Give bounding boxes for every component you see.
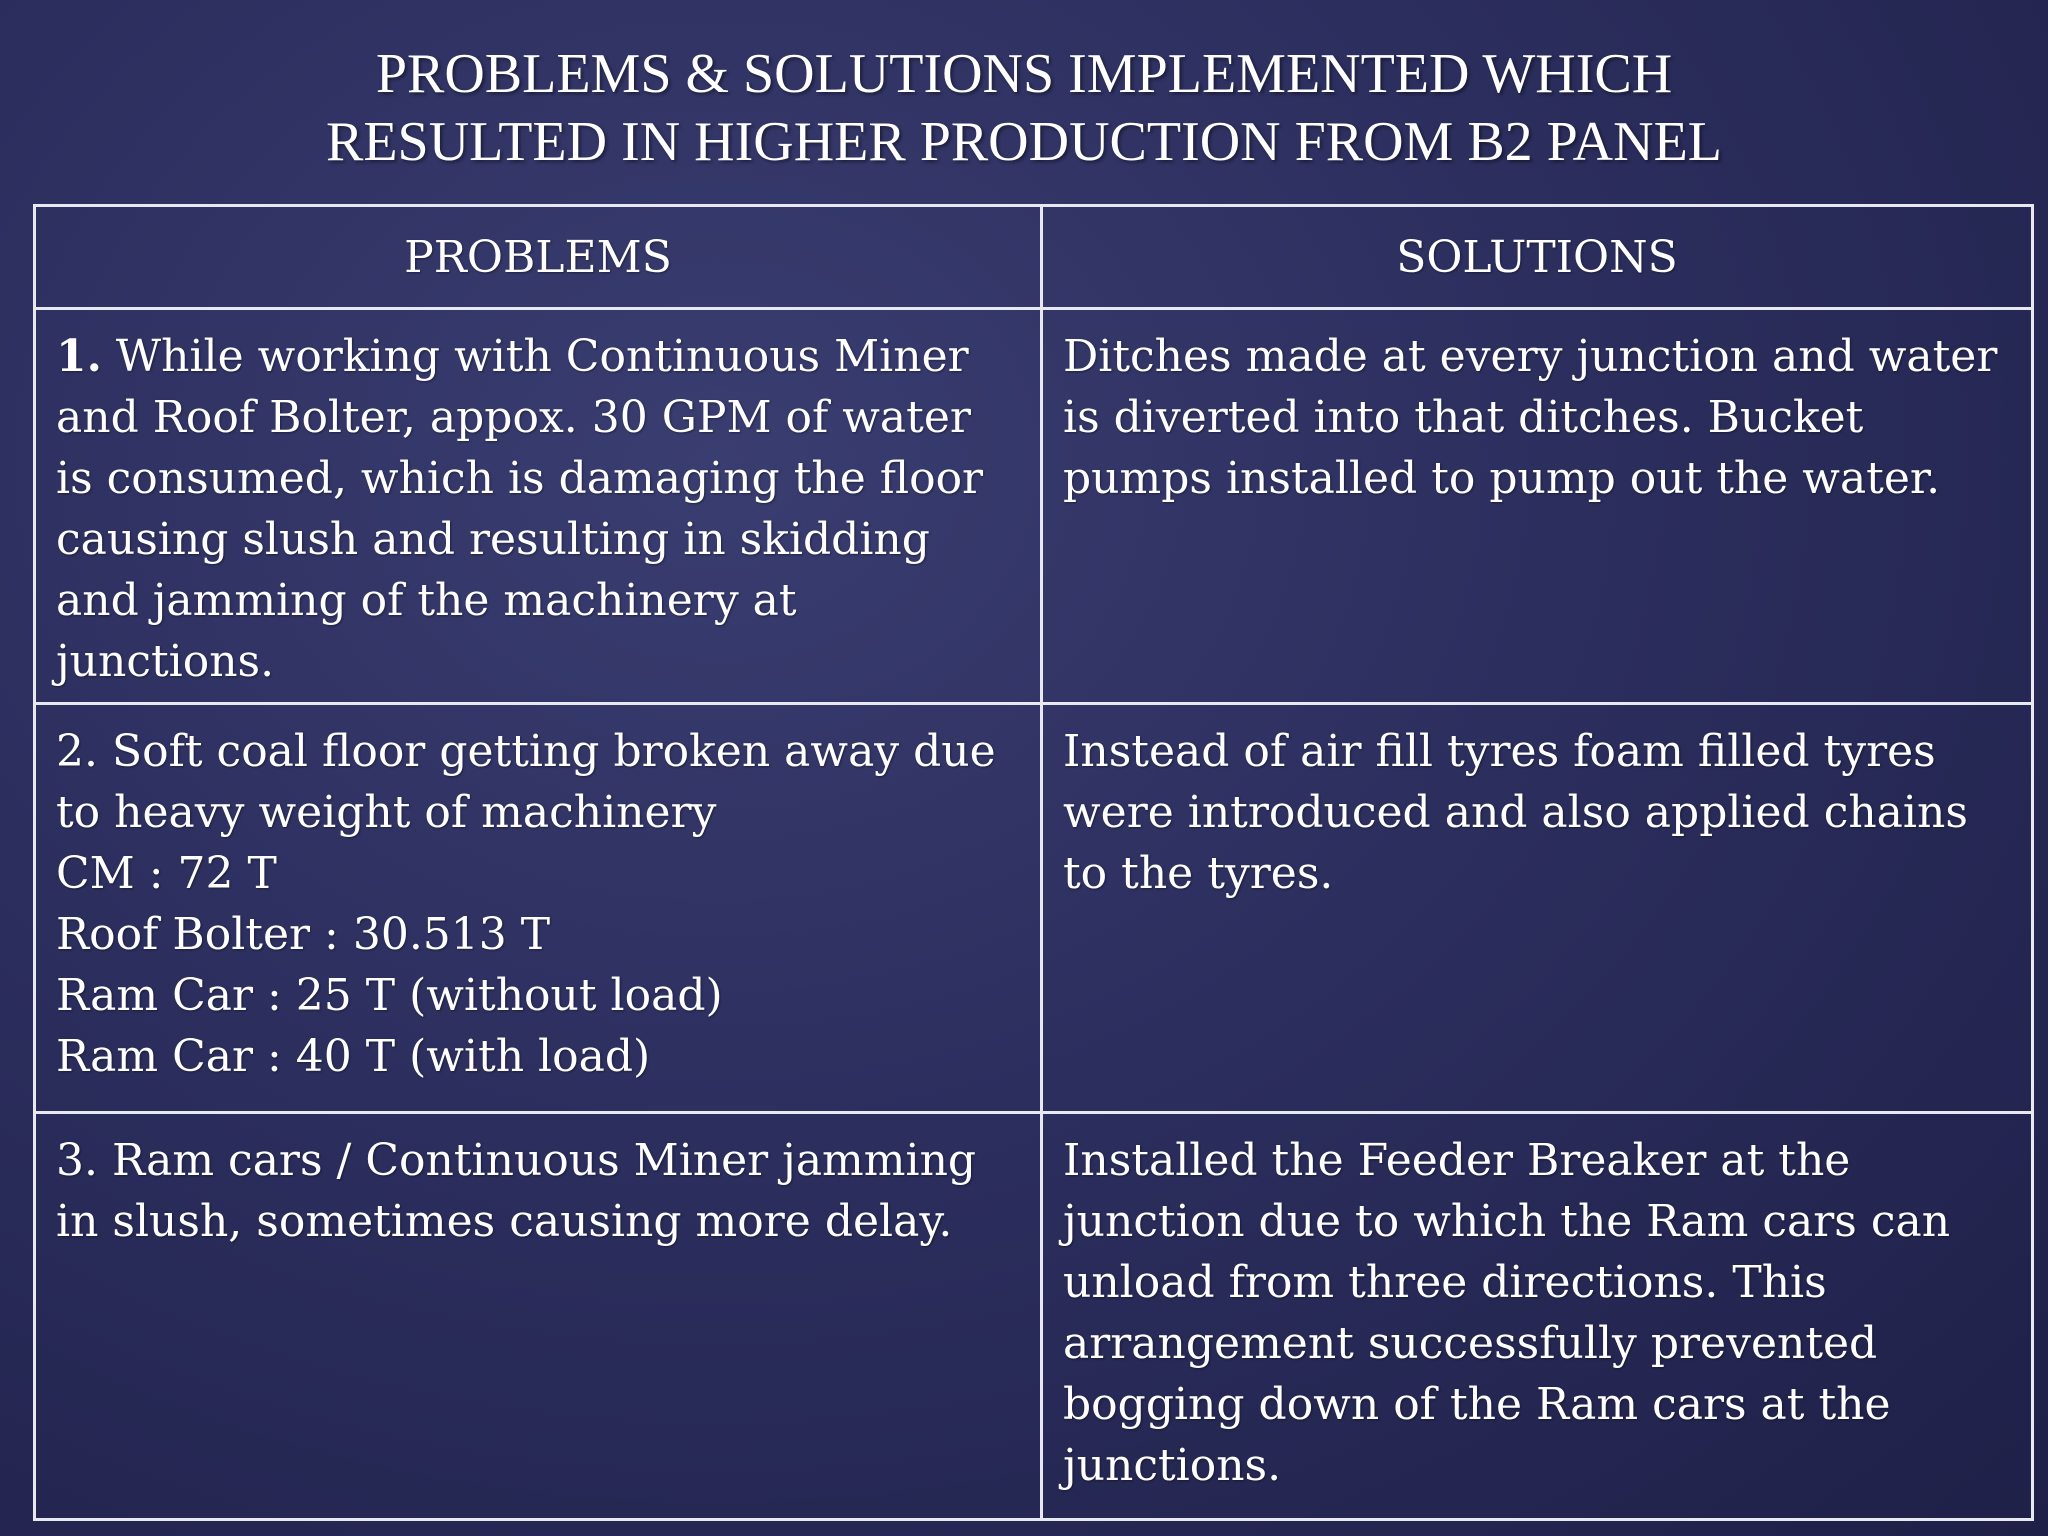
- header-problems: PROBLEMS: [35, 206, 1042, 309]
- slide-title-line-1: PROBLEMS & SOLUTIONS IMPLEMENTED WHICH: [375, 43, 1673, 105]
- solution-3-line: junctions.: [1063, 1440, 1282, 1491]
- table-row: [35, 309, 2033, 704]
- problem-1-number: 1.: [56, 331, 102, 382]
- problem-1-line: junctions.: [56, 636, 275, 687]
- slide-title: [0, 40, 2048, 176]
- solution-3-line: Installed the Feeder Breaker at the: [1063, 1135, 1851, 1186]
- problem-2-line: CM : 72 T: [56, 848, 277, 899]
- slide-title-line-2: RESULTED IN HIGHER PRODUCTION FROM B2 PANEL: [326, 111, 1722, 173]
- solution-2-line: Instead of air fill tyres foam filled tyres: [1063, 726, 1936, 777]
- problem-1-line: causing slush and resulting in skidding: [56, 514, 930, 565]
- solution-cell-3: [1042, 1113, 2033, 1520]
- problem-1-line: and jamming of the machinery at: [56, 575, 797, 626]
- solution-2-line: to the tyres.: [1063, 848, 1334, 899]
- problem-2-line: 2. Soft coal floor getting broken away due: [56, 726, 996, 777]
- solution-3-line: arrangement successfully prevented: [1063, 1318, 1878, 1369]
- solution-2-line: were introduced and also applied chains: [1063, 787, 1968, 838]
- problem-3-line: 3. Ram cars / Continuous Miner jamming: [56, 1135, 977, 1186]
- problem-1-line: is consumed, which is damaging the floor: [56, 453, 984, 504]
- solution-1-line: Ditches made at every junction and water: [1063, 331, 1998, 382]
- problem-1-line: [56, 326, 1020, 387]
- problem-2-line: Ram Car : 40 T (with load): [56, 1031, 651, 1082]
- solution-cell-2: [1042, 704, 2033, 1113]
- problems-solutions-table: [33, 204, 2034, 1521]
- table-row: [35, 704, 2033, 1113]
- solution-3-line: bogging down of the Ram cars at the: [1063, 1379, 1891, 1430]
- solution-3-line: unload from three directions. This: [1063, 1257, 1827, 1308]
- problem-cell-2: [35, 704, 1042, 1113]
- solution-1-line: is diverted into that ditches. Bucket: [1063, 392, 1864, 443]
- solution-3-line: junction due to which the Ram cars can: [1063, 1196, 1951, 1247]
- problem-2-line: Ram Car : 25 T (without load): [56, 970, 723, 1021]
- header-solutions: SOLUTIONS: [1042, 206, 2033, 309]
- problem-3-line: in slush, sometimes causing more delay.: [56, 1196, 953, 1247]
- solution-1-line: pumps installed to pump out the water.: [1063, 453, 1941, 504]
- problem-cell-1: [35, 309, 1042, 704]
- problem-2-line: to heavy weight of machinery: [56, 787, 717, 838]
- table-header-row: [35, 206, 2033, 309]
- problem-1-line: and Roof Bolter, appox. 30 GPM of water: [56, 392, 971, 443]
- problem-cell-3: [35, 1113, 1042, 1520]
- problem-1-line-1-text: While working with Continuous Miner: [101, 331, 969, 382]
- solution-cell-1: [1042, 309, 2033, 704]
- problem-2-line: Roof Bolter : 30.513 T: [56, 909, 551, 960]
- table-row: [35, 1113, 2033, 1520]
